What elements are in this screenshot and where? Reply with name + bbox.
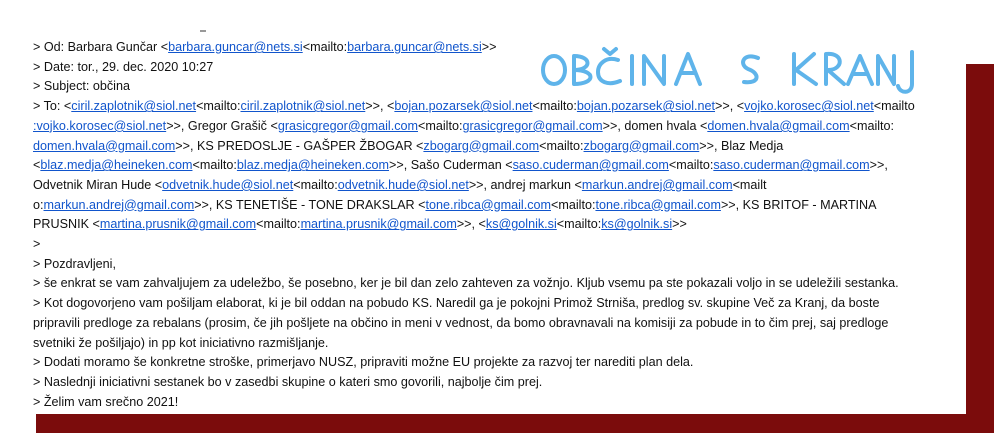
email-text: svetniki že pošiljajo) in pp kot iniciativno razmišljanje. (33, 335, 329, 350)
email-link[interactable]: markun.andrej@gmail.com (43, 197, 195, 212)
email-link[interactable]: ciril.zaplotnik@siol.net (71, 99, 197, 114)
email-link[interactable]: blaz.medja@heineken.com (236, 158, 390, 173)
email-text: Odvetnik Miran Hude < (33, 177, 163, 192)
email-line (33, 235, 969, 255)
email-text: o: (33, 197, 44, 212)
frame-bottom-edge (36, 414, 994, 433)
email-line (33, 393, 969, 413)
email-link[interactable]: domen.hvala@gmail.com (707, 118, 850, 133)
email-text: >>, (869, 158, 888, 173)
email-line (33, 274, 969, 294)
email-line (33, 137, 969, 157)
email-text: >>, Blaz Medja (699, 138, 784, 153)
email-link[interactable]: zbogarg@gmail.com (423, 138, 540, 153)
email-text: <mailto: (293, 177, 338, 192)
email-line (33, 294, 969, 314)
email-link[interactable]: tone.ribca@gmail.com (595, 197, 721, 212)
email-text: > še enkrat se vam zahvaljujem za udeležbo, še posebno, ker je bil dan zelo zahteven za vožnjo. Kljub vsemu pa ste pokazali voljo in se udeležili sestanka. (33, 276, 899, 291)
email-text: PRUSNIK < (33, 217, 100, 232)
email-link[interactable]: bojan.pozarsek@siol.net (576, 99, 716, 114)
email-link[interactable]: ks@golnik.si (485, 217, 557, 232)
email-link[interactable]: grasicgregor@gmail.com (462, 118, 603, 133)
email-text: >> (672, 217, 687, 232)
email-text: >>, domen hvala < (602, 118, 708, 133)
email-text: pripravili predloge za rebalans (prosim, če jih pošljete na občino in meni v vednost, da bomo obravnavali na komisiji za pobude in to čim prej, saj predloge (33, 315, 889, 330)
email-link[interactable]: grasicgregor@gmail.com (277, 118, 418, 133)
email-link[interactable]: zbogarg@gmail.com (583, 138, 700, 153)
email-text: > Kot dogovorjeno vam pošiljam elaborat, ki je bil oddan na pobudo KS. Naredil ga je pokojni Primož Strniša, predlog sv. skupine Več za Kranj, da boste (33, 296, 880, 311)
email-link[interactable]: saso.cuderman@gmail.com (713, 158, 870, 173)
email-link[interactable]: martina.prusnik@gmail.com (300, 217, 457, 232)
email-link[interactable]: tone.ribca@gmail.com (425, 197, 551, 212)
email-text: >>, Gregor Grašič < (166, 118, 278, 133)
email-text: <mailto: (192, 158, 237, 173)
email-line (33, 196, 969, 216)
email-link[interactable]: barbara.guncar@nets.si (168, 40, 303, 54)
email-line (33, 334, 969, 354)
email-link[interactable]: martina.prusnik@gmail.com (99, 217, 257, 232)
email-link[interactable]: domen.hvala@gmail.com (33, 138, 176, 153)
email-text: <mailto: (196, 99, 241, 114)
email-line (33, 176, 969, 196)
email-text: > (33, 237, 41, 252)
email-text: >>, < (715, 99, 745, 114)
email-text: <mailt (732, 177, 767, 192)
frame-right-edge (966, 64, 994, 433)
email-text: <mailto: (539, 138, 584, 153)
email-text: >>, < (365, 99, 395, 114)
email-text: > Dodati moramo še konkretne stroške, primerjavo NUSZ, pripraviti možne EU projekte za razvoj ter narediti plan dela. (33, 355, 694, 370)
email-text: >>, Sašo Cuderman < (389, 158, 513, 173)
email-text: > Želim vam srečno 2021! (33, 394, 179, 409)
email-link[interactable]: markun.andrej@gmail.com (581, 177, 733, 192)
email-text: < (33, 158, 41, 173)
email-text: <mailto (873, 99, 915, 114)
email-text: >> (481, 40, 497, 54)
email-text: > Naslednji iniciativni sestanek bo v zasedbi skupine o kateri smo govorili, najbolje čim prej. (33, 374, 543, 389)
email-line (33, 255, 969, 275)
email-text: <mailto: (849, 118, 895, 133)
email-text: > Date: tor., 29. dec. 2020 10:27 (33, 59, 214, 74)
email-text: > To: < (33, 99, 72, 114)
email-link[interactable]: blaz.medja@heineken.com (40, 158, 193, 173)
email-text: <mailto: (302, 40, 348, 54)
email-text: <mailto: (556, 217, 602, 232)
handwritten-note (540, 40, 920, 100)
email-line (33, 97, 969, 117)
email-text: <mailto: (532, 99, 577, 114)
email-link[interactable]: bojan.pozarsek@siol.net (394, 99, 533, 114)
email-text: > Subject: občina (33, 79, 130, 94)
email-link[interactable]: :vojko.korosec@siol.net (33, 118, 167, 133)
email-text: <mailto: (418, 118, 463, 133)
email-link[interactable]: ks@golnik.si (601, 217, 673, 232)
email-text: <mailto: (256, 217, 301, 232)
email-line (33, 314, 969, 334)
email-line (33, 353, 969, 373)
email-line (33, 156, 969, 176)
email-link[interactable]: saso.cuderman@gmail.com (512, 158, 669, 173)
email-link[interactable]: barbara.guncar@nets.si (347, 40, 482, 54)
email-link[interactable]: ciril.zaplotnik@siol.net (240, 99, 366, 114)
email-text: >>, KS BRITOF - MARTINA (720, 197, 877, 212)
email-text: > Od: Barbara Gunčar < (33, 40, 169, 54)
cropped-text-fragment (200, 30, 206, 32)
email-text: >>, < (456, 217, 486, 232)
email-line (33, 215, 969, 235)
email-text: >>, KS PREDOSLJE - GAŠPER ŽBOGAR < (175, 138, 424, 153)
email-text: >>, andrej markun < (468, 177, 582, 192)
email-text: <mailto: (668, 158, 714, 173)
email-text: <mailto: (551, 197, 596, 212)
email-link[interactable]: odvetnik.hude@siol.net (162, 177, 294, 192)
email-text: > Pozdravljeni, (33, 256, 116, 271)
email-line (33, 373, 969, 393)
email-link[interactable]: vojko.korosec@siol.net (744, 99, 874, 114)
email-link[interactable]: odvetnik.hude@siol.net (337, 177, 469, 192)
email-text: >>, KS TENETIŠE - TONE DRAKSLAR < (194, 197, 426, 212)
email-line (33, 117, 969, 137)
